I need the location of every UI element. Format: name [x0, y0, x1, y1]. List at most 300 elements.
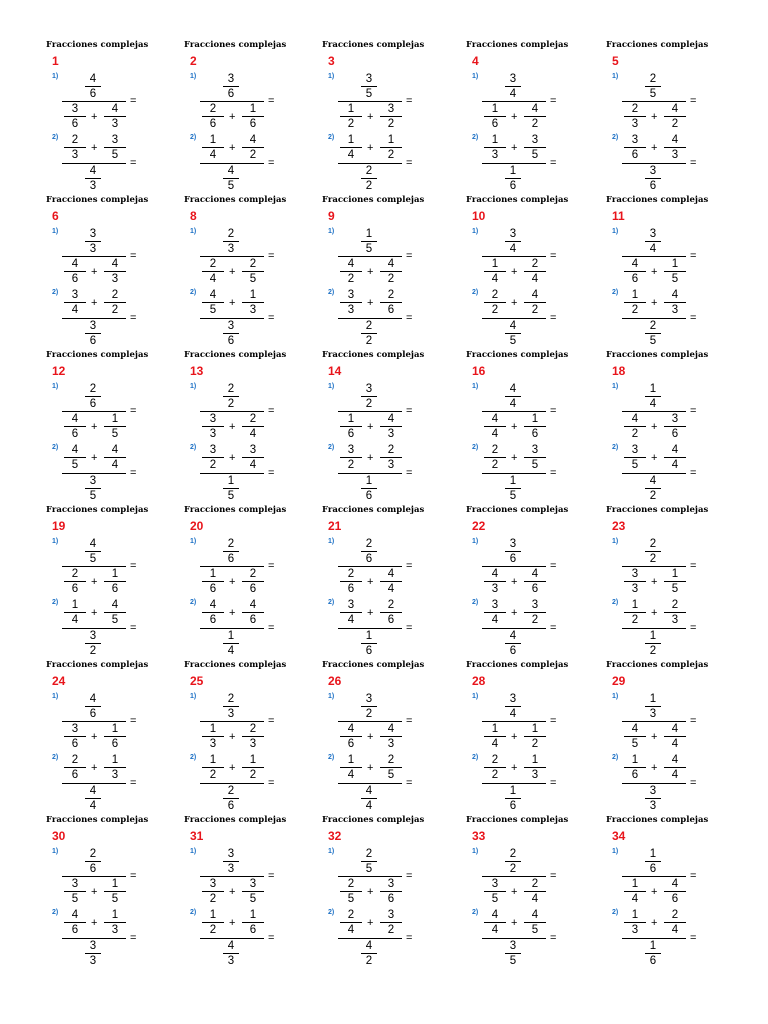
top-fraction-2: [664, 288, 686, 317]
exercise-title: Fracciones complejas: [606, 815, 709, 825]
plus-sign: +: [229, 111, 236, 123]
equals-sign: =: [690, 157, 697, 169]
top-fraction-2-denominator: 3: [671, 149, 679, 161]
bottom-fraction-1: [624, 412, 646, 441]
top-fraction-1: [64, 288, 86, 317]
part-2-label: 2): [472, 289, 479, 296]
top-fraction: [223, 382, 239, 411]
bottom-fraction-2-numerator: 4: [387, 413, 395, 425]
bottom-fraction-1-numerator: 1: [209, 568, 217, 580]
top-fraction-1-numerator: 1: [347, 134, 355, 146]
bottom-fraction-1: [624, 567, 646, 596]
top-fraction-1: [484, 908, 506, 937]
bottom-fraction-numerator: 1: [365, 630, 373, 642]
top-fraction: [645, 72, 661, 101]
bottom-fraction: [645, 164, 661, 193]
plus-sign: +: [367, 297, 374, 309]
bottom-fraction-2-numerator: 4: [671, 878, 679, 890]
top-fraction-2-numerator: 4: [531, 909, 539, 921]
part-1-label: 1): [328, 693, 335, 700]
top-fraction-2-numerator: 4: [531, 289, 539, 301]
top-fraction-numerator: 3: [509, 538, 517, 550]
top-fraction-2-numerator: 4: [249, 134, 257, 146]
bottom-fraction-1: [624, 877, 646, 906]
part-2-label: 2): [328, 909, 335, 916]
top-fraction-denominator: 4: [509, 88, 517, 100]
top-fraction-2-denominator: 2: [387, 149, 395, 161]
top-fraction-numerator: 3: [649, 228, 657, 240]
top-fraction-denominator: 6: [89, 863, 97, 875]
bottom-fraction-2: [242, 257, 264, 286]
bottom-fraction-1-denominator: 5: [71, 893, 79, 905]
equals-sign: =: [550, 467, 557, 479]
top-fraction-1-numerator: 1: [631, 909, 639, 921]
bottom-fraction-2-denominator: 2: [387, 273, 395, 285]
top-fraction-1: [624, 753, 646, 782]
plus-sign: +: [229, 576, 236, 588]
bottom-fraction: [645, 319, 661, 348]
bottom-fraction-2-numerator: 4: [671, 103, 679, 115]
top-fraction-2: [664, 908, 686, 937]
top-fraction-numerator: 1: [649, 848, 657, 860]
exercise-number: 31: [190, 829, 204, 843]
plus-sign: +: [367, 452, 374, 464]
plus-sign: +: [367, 762, 374, 774]
bottom-fraction-2-numerator: 2: [249, 723, 257, 735]
part-1-label: 1): [190, 383, 197, 390]
top-fraction-1: [624, 288, 646, 317]
bottom-fraction-numerator: 1: [509, 475, 517, 487]
top-fraction-numerator: 2: [509, 848, 517, 860]
top-fraction-1: [202, 443, 224, 472]
bottom-fraction-1: [340, 877, 362, 906]
bottom-fraction-1-denominator: 2: [209, 893, 217, 905]
top-fraction-1-numerator: 2: [491, 754, 499, 766]
bottom-fraction-2-numerator: 4: [111, 103, 119, 115]
part-1-label: 1): [612, 73, 619, 80]
top-fraction-numerator: 2: [365, 538, 373, 550]
equals-sign: =: [690, 870, 697, 882]
bottom-fraction-denominator: 2: [649, 645, 657, 657]
bottom-fraction-1: [202, 722, 224, 751]
part-2-label: 2): [190, 909, 197, 916]
bottom-fraction-numerator: 3: [227, 320, 235, 332]
bottom-fraction-1-numerator: 1: [347, 413, 355, 425]
top-fraction-1: [624, 133, 646, 162]
top-fraction-denominator: 2: [365, 708, 373, 720]
exercise-cell: [606, 40, 726, 195]
top-fraction: [361, 537, 377, 566]
exercise-number: 3: [328, 54, 335, 68]
bottom-fraction-1-denominator: 4: [491, 273, 499, 285]
plus-sign: +: [651, 452, 658, 464]
equals-sign: =: [690, 250, 697, 262]
part-1-label: 1): [52, 538, 59, 545]
bottom-fraction-denominator: 4: [365, 800, 373, 812]
top-fraction-numerator: 3: [365, 693, 373, 705]
exercise-number: 29: [612, 674, 626, 688]
bottom-fraction-2: [104, 257, 126, 286]
bottom-fraction-denominator: 5: [649, 335, 657, 347]
top-fraction-1-denominator: 2: [209, 769, 217, 781]
bottom-fraction: [85, 164, 101, 193]
top-fraction: [505, 847, 521, 876]
exercise-cell: [322, 660, 466, 815]
equals-sign: =: [406, 622, 413, 634]
top-fraction-1-numerator: 3: [347, 599, 355, 611]
plus-sign: +: [511, 297, 518, 309]
equals-sign: =: [130, 95, 137, 107]
top-fraction-2-denominator: 2: [249, 149, 257, 161]
bottom-fraction-2-numerator: 3: [249, 878, 257, 890]
bottom-fraction-2: [380, 877, 402, 906]
top-fraction-denominator: 5: [365, 863, 373, 875]
bottom-fraction-denominator: 4: [227, 645, 235, 657]
exercise-title: Fracciones complejas: [46, 660, 149, 670]
bottom-fraction-2-numerator: 1: [531, 413, 539, 425]
bottom-fraction-2-numerator: 1: [111, 413, 119, 425]
top-fraction-1-numerator: 2: [71, 754, 79, 766]
bottom-fraction-1-numerator: 1: [631, 878, 639, 890]
top-fraction-numerator: 2: [89, 383, 97, 395]
bottom-fraction-1-denominator: 4: [631, 893, 639, 905]
top-fraction: [361, 382, 377, 411]
exercise-cell: [184, 40, 322, 195]
bottom-fraction-denominator: 5: [89, 490, 97, 502]
part-1-label: 1): [612, 693, 619, 700]
plus-sign: +: [511, 917, 518, 929]
bottom-fraction-1-numerator: 3: [71, 103, 79, 115]
top-fraction-1-denominator: 2: [491, 304, 499, 316]
bottom-fraction-2-numerator: 1: [671, 568, 679, 580]
equals-sign: =: [130, 560, 137, 572]
exercise-title: Fracciones complejas: [184, 505, 287, 515]
bottom-fraction-numerator: 4: [89, 785, 97, 797]
bottom-fraction-1-denominator: 4: [491, 738, 499, 750]
equals-sign: =: [690, 932, 697, 944]
bottom-fraction-2: [104, 877, 126, 906]
exercise-title: Fracciones complejas: [46, 40, 149, 50]
top-fraction-numerator: 2: [89, 848, 97, 860]
top-fraction: [645, 227, 661, 256]
top-fraction-denominator: 4: [509, 243, 517, 255]
bottom-fraction-2-numerator: 1: [111, 723, 119, 735]
part-1-label: 1): [190, 848, 197, 855]
exercise-number: 21: [328, 519, 342, 533]
bottom-fraction-2-numerator: 1: [531, 723, 539, 735]
bottom-fraction-2-denominator: 3: [387, 428, 395, 440]
top-fraction: [223, 692, 239, 721]
part-2-label: 2): [328, 444, 335, 451]
bottom-fraction-2-numerator: 4: [387, 723, 395, 735]
exercise-title: Fracciones complejas: [184, 40, 287, 50]
top-fraction-numerator: 3: [365, 73, 373, 85]
top-fraction: [223, 227, 239, 256]
part-2-label: 2): [52, 289, 59, 296]
plus-sign: +: [651, 762, 658, 774]
part-2-label: 2): [472, 134, 479, 141]
part-2-label: 2): [52, 754, 59, 761]
bottom-fraction-numerator: 1: [227, 475, 235, 487]
bottom-fraction-2-numerator: 1: [111, 568, 119, 580]
bottom-fraction-2: [664, 412, 686, 441]
top-fraction-2-denominator: 2: [249, 769, 257, 781]
bottom-fraction-2-denominator: 4: [671, 738, 679, 750]
top-fraction-1-denominator: 5: [71, 459, 79, 471]
exercise-title: Fracciones complejas: [466, 195, 569, 205]
bottom-fraction-1-numerator: 2: [631, 103, 639, 115]
exercise-number: 30: [52, 829, 66, 843]
top-fraction-2-numerator: 1: [531, 754, 539, 766]
bottom-fraction-denominator: 3: [89, 180, 97, 192]
bottom-fraction-numerator: 1: [649, 630, 657, 642]
bottom-fraction-2-denominator: 3: [387, 738, 395, 750]
bottom-fraction: [361, 164, 377, 193]
bottom-fraction-2: [242, 722, 264, 751]
top-fraction-2-numerator: 3: [249, 444, 257, 456]
bottom-fraction-1-denominator: 3: [209, 738, 217, 750]
bottom-fraction-1: [484, 102, 506, 131]
top-fraction-1-denominator: 3: [491, 149, 499, 161]
equals-sign: =: [690, 777, 697, 789]
top-fraction-1-denominator: 4: [491, 924, 499, 936]
bottom-fraction-numerator: 3: [89, 940, 97, 952]
exercise-number: 33: [472, 829, 486, 843]
top-fraction-2: [104, 133, 126, 162]
bottom-fraction-numerator: 4: [227, 940, 235, 952]
top-fraction-denominator: 6: [227, 553, 235, 565]
top-fraction-2: [104, 908, 126, 937]
bottom-fraction-numerator: 3: [509, 940, 517, 952]
exercise-number: 2: [190, 54, 197, 68]
bottom-fraction-1-numerator: 2: [209, 103, 217, 115]
bottom-fraction-1-denominator: 6: [71, 738, 79, 750]
top-fraction-1-denominator: 4: [71, 304, 79, 316]
bottom-fraction-1-numerator: 1: [491, 103, 499, 115]
equals-sign: =: [406, 932, 413, 944]
equals-sign: =: [406, 715, 413, 727]
part-1-label: 1): [190, 693, 197, 700]
bottom-fraction-2-numerator: 2: [249, 413, 257, 425]
top-fraction-denominator: 6: [89, 708, 97, 720]
bottom-fraction-1-numerator: 1: [491, 723, 499, 735]
exercise-number: 11: [612, 209, 625, 223]
bottom-fraction-1: [340, 722, 362, 751]
part-1-label: 1): [328, 383, 335, 390]
bottom-fraction-1-denominator: 5: [347, 893, 355, 905]
plus-sign: +: [229, 297, 236, 309]
exercise-title: Fracciones complejas: [46, 815, 149, 825]
top-fraction-1-numerator: 3: [209, 444, 217, 456]
bottom-fraction: [361, 319, 377, 348]
top-fraction-2-numerator: 3: [387, 909, 395, 921]
top-fraction-denominator: 6: [365, 553, 373, 565]
top-fraction-1-numerator: 3: [347, 444, 355, 456]
plus-sign: +: [229, 607, 236, 619]
equals-sign: =: [268, 715, 275, 727]
bottom-fraction-1-numerator: 3: [71, 878, 79, 890]
top-fraction: [85, 847, 101, 876]
bottom-fraction-numerator: 4: [227, 165, 235, 177]
bottom-fraction-1-denominator: 6: [347, 428, 355, 440]
plus-sign: +: [651, 421, 658, 433]
exercise-cell: [46, 660, 184, 815]
equals-sign: =: [550, 932, 557, 944]
top-fraction-denominator: 4: [509, 398, 517, 410]
exercise-cell: [466, 195, 606, 350]
top-fraction-numerator: 3: [509, 73, 517, 85]
bottom-fraction-denominator: 6: [89, 335, 97, 347]
top-fraction-1-numerator: 3: [491, 599, 499, 611]
bottom-fraction-1-numerator: 4: [631, 723, 639, 735]
bottom-fraction-2: [380, 722, 402, 751]
top-fraction: [505, 72, 521, 101]
bottom-fraction-1-numerator: 4: [491, 568, 499, 580]
plus-sign: +: [511, 266, 518, 278]
exercise-number: 12: [52, 364, 66, 378]
plus-sign: +: [367, 731, 374, 743]
equals-sign: =: [130, 405, 137, 417]
part-2-label: 2): [612, 599, 619, 606]
equals-sign: =: [550, 312, 557, 324]
bottom-fraction-2-numerator: 1: [249, 103, 257, 115]
bottom-fraction-2: [524, 257, 546, 286]
top-fraction-denominator: 6: [227, 88, 235, 100]
top-fraction-1-denominator: 4: [491, 614, 499, 626]
bottom-fraction: [505, 784, 521, 813]
top-fraction-numerator: 3: [227, 73, 235, 85]
top-fraction-2: [380, 288, 402, 317]
exercise-title: Fracciones complejas: [184, 660, 287, 670]
top-fraction-2-numerator: 4: [111, 444, 119, 456]
part-1-label: 1): [472, 693, 479, 700]
bottom-fraction-denominator: 6: [365, 490, 373, 502]
top-fraction-numerator: 2: [649, 538, 657, 550]
exercise-title: Fracciones complejas: [322, 40, 425, 50]
top-fraction-2-denominator: 5: [111, 149, 119, 161]
top-fraction: [361, 72, 377, 101]
top-fraction-1-numerator: 2: [491, 289, 499, 301]
bottom-fraction-2: [242, 102, 264, 131]
top-fraction-2: [524, 288, 546, 317]
top-fraction: [85, 537, 101, 566]
top-fraction-2-numerator: 4: [671, 134, 679, 146]
equals-sign: =: [550, 622, 557, 634]
plus-sign: +: [91, 266, 98, 278]
top-fraction-denominator: 5: [89, 553, 97, 565]
top-fraction-2-numerator: 1: [249, 289, 257, 301]
top-fraction-2: [524, 598, 546, 627]
top-fraction-denominator: 6: [89, 398, 97, 410]
bottom-fraction-1-numerator: 1: [347, 103, 355, 115]
exercise-cell: [466, 815, 606, 970]
bottom-fraction-denominator: 2: [365, 180, 373, 192]
top-fraction-1-denominator: 6: [631, 149, 639, 161]
top-fraction-2: [380, 133, 402, 162]
top-fraction-numerator: 4: [89, 693, 97, 705]
equals-sign: =: [690, 467, 697, 479]
bottom-fraction: [361, 784, 377, 813]
bottom-fraction-1: [202, 877, 224, 906]
exercise-title: Fracciones complejas: [184, 195, 287, 205]
equals-sign: =: [268, 932, 275, 944]
exercise-cell: [184, 660, 322, 815]
bottom-fraction-1-numerator: 2: [347, 878, 355, 890]
plus-sign: +: [229, 731, 236, 743]
part-1-label: 1): [612, 228, 619, 235]
bottom-fraction-2-denominator: 6: [671, 893, 679, 905]
plus-sign: +: [229, 266, 236, 278]
bottom-fraction-numerator: 1: [649, 940, 657, 952]
bottom-fraction-1-denominator: 2: [347, 118, 355, 130]
bottom-fraction-2: [524, 722, 546, 751]
exercise-cell: [606, 350, 726, 505]
exercise-cell: [606, 660, 726, 815]
bottom-fraction-1-denominator: 6: [631, 273, 639, 285]
top-fraction-denominator: 4: [649, 398, 657, 410]
top-fraction-numerator: 3: [89, 228, 97, 240]
exercise-title: Fracciones complejas: [184, 815, 287, 825]
exercise-number: 14: [328, 364, 342, 378]
top-fraction-2: [242, 598, 264, 627]
bottom-fraction-2-denominator: 4: [387, 583, 395, 595]
equals-sign: =: [268, 250, 275, 262]
top-fraction-2-numerator: 1: [249, 909, 257, 921]
top-fraction-1: [64, 908, 86, 937]
bottom-fraction: [645, 784, 661, 813]
top-fraction-2-denominator: 3: [671, 614, 679, 626]
top-fraction: [223, 72, 239, 101]
exercise-title: Fracciones complejas: [184, 350, 287, 360]
bottom-fraction-1-denominator: 6: [491, 118, 499, 130]
plus-sign: +: [651, 142, 658, 154]
exercise-cell: [466, 40, 606, 195]
exercise-title: Fracciones complejas: [46, 195, 149, 205]
bottom-fraction-2-denominator: 6: [531, 428, 539, 440]
top-fraction-1-numerator: 4: [209, 599, 217, 611]
top-fraction-2-numerator: 2: [671, 599, 679, 611]
bottom-fraction-1-numerator: 3: [209, 878, 217, 890]
plus-sign: +: [367, 421, 374, 433]
bottom-fraction-numerator: 4: [89, 165, 97, 177]
exercise-number: 16: [472, 364, 486, 378]
plus-sign: +: [511, 142, 518, 154]
bottom-fraction-denominator: 6: [509, 800, 517, 812]
top-fraction-1-denominator: 4: [347, 614, 355, 626]
top-fraction: [223, 847, 239, 876]
top-fraction: [85, 72, 101, 101]
bottom-fraction-1: [64, 722, 86, 751]
top-fraction-1-numerator: 1: [209, 909, 217, 921]
plus-sign: +: [651, 111, 658, 123]
part-1-label: 1): [190, 228, 197, 235]
equals-sign: =: [550, 250, 557, 262]
plus-sign: +: [511, 452, 518, 464]
bottom-fraction-1: [64, 102, 86, 131]
bottom-fraction: [361, 629, 377, 658]
top-fraction: [505, 382, 521, 411]
part-1-label: 1): [328, 848, 335, 855]
top-fraction-1: [624, 908, 646, 937]
top-fraction-2-numerator: 2: [387, 754, 395, 766]
top-fraction-denominator: 6: [509, 553, 517, 565]
bottom-fraction-1-numerator: 2: [209, 258, 217, 270]
top-fraction-numerator: 1: [649, 693, 657, 705]
bottom-fraction-2: [104, 412, 126, 441]
exercise-title: Fracciones complejas: [322, 195, 425, 205]
top-fraction-2: [524, 133, 546, 162]
plus-sign: +: [651, 731, 658, 743]
